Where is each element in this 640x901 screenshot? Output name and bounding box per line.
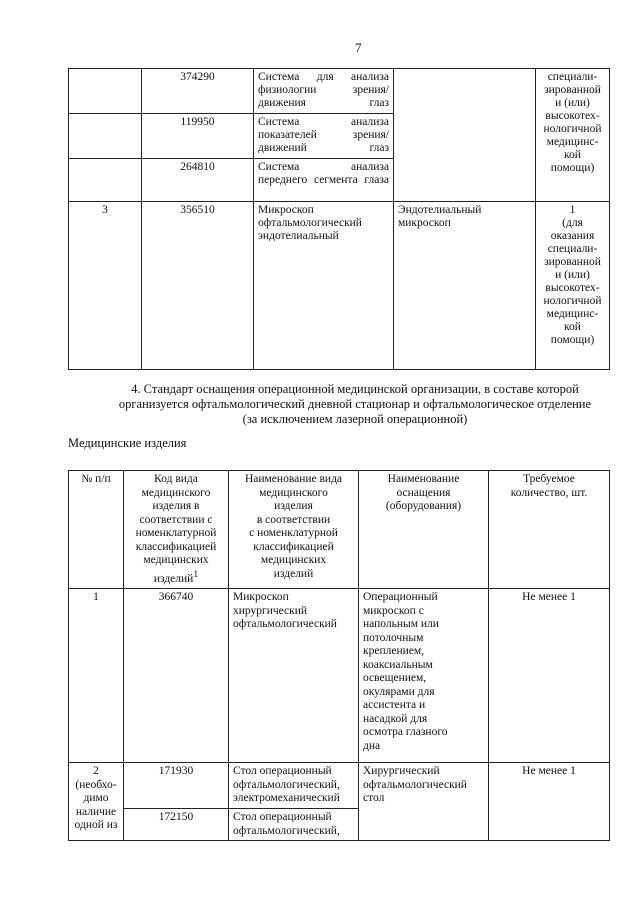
header-equipment: Наименование оснащения (оборудования) — [359, 471, 489, 589]
table-cell-code: 264810 — [142, 159, 254, 202]
header-name: Наименование вида медицинского изделия в соответствии с номенклатурной классификацией медицинских изделий — [229, 471, 359, 589]
table-cell-name: Система для анализа физиологии зрения/движения глаз — [254, 69, 394, 114]
header-code — [124, 471, 229, 589]
table-cell-name: Микроскоп хирургический офтальмологический — [229, 589, 359, 763]
table-cell-num — [69, 114, 142, 159]
header-qty: Требуемое количество, шт. — [489, 471, 610, 589]
table-cell-name: Система анализа переднего сегмента глаза — [254, 159, 394, 202]
section-heading — [100, 382, 610, 427]
table-cell-num — [69, 69, 142, 114]
table-cell-qty: Не менее 1 — [489, 763, 610, 841]
table-cell-equipment: Эндотелиальный микроскоп — [394, 202, 536, 370]
table-cell-code: 374290 — [142, 69, 254, 114]
table-cell-num — [69, 159, 142, 202]
table-cell-equipment: Операционный микроскоп с напольным или потолочным креплением, коаксиальным освещением, окулярами для ассистента и насадкой для осмотра глазного дна — [359, 589, 489, 763]
section-heading-line: 4. Стандарт оснащения операционной медицинской организации, в составе которой — [131, 382, 579, 396]
table-cell-equipment: Хирургический офтальмологический стол — [359, 763, 489, 841]
table-cell-code: 356510 — [142, 202, 254, 370]
table-cell-num: 2 (необхо- димо наличие одной из — [69, 763, 124, 841]
table-cell-code: 172150 — [124, 809, 229, 841]
table-cell-name: Микроскоп офтальмологический эндотелиальный — [254, 202, 394, 370]
table-cell-code: 171930 — [124, 763, 229, 809]
section-heading-line: организуется офтальмологический дневной стационар и офтальмологическое отделение — [118, 397, 592, 411]
header-num: № п/п — [69, 471, 124, 589]
table-cell-qty: Не менее 1 — [489, 589, 610, 763]
table-cell-name: Система анализа показателей зрения/движений глаз — [254, 114, 394, 159]
equipment-table-continued — [68, 68, 610, 370]
table-cell-qty: 1 (для оказания специали- зированной и (или) высокотех- нологичной медицинс- кой помощи) — [536, 202, 610, 370]
table-cell-code: 119950 — [142, 114, 254, 159]
table-cell-num: 1 — [69, 589, 124, 763]
operating-room-equipment-table — [68, 470, 610, 841]
table-cell-num: 3 — [69, 202, 142, 370]
table-cell-qty: специали- зированной и (или) высокотех- нологичной медицинс- кой помощи) — [536, 69, 610, 202]
section-heading-line: (за исключением лазерной операционной) — [242, 412, 468, 426]
footnote-mark: 1 — [193, 568, 199, 580]
section-subtitle: Медицинские изделия — [68, 436, 187, 450]
table-cell-name: Стол операционный офтальмологический, электромеханический — [229, 763, 359, 809]
table-cell-code: 366740 — [124, 589, 229, 763]
table-cell-equipment — [394, 69, 536, 202]
table-cell-name: Стол операционный офтальмологический, — [229, 809, 359, 841]
page-number: 7 — [355, 40, 362, 55]
header-code-text: Код вида медицинского изделия в соответствии с номенклатурной классификацией медицинских изделий — [135, 473, 217, 585]
